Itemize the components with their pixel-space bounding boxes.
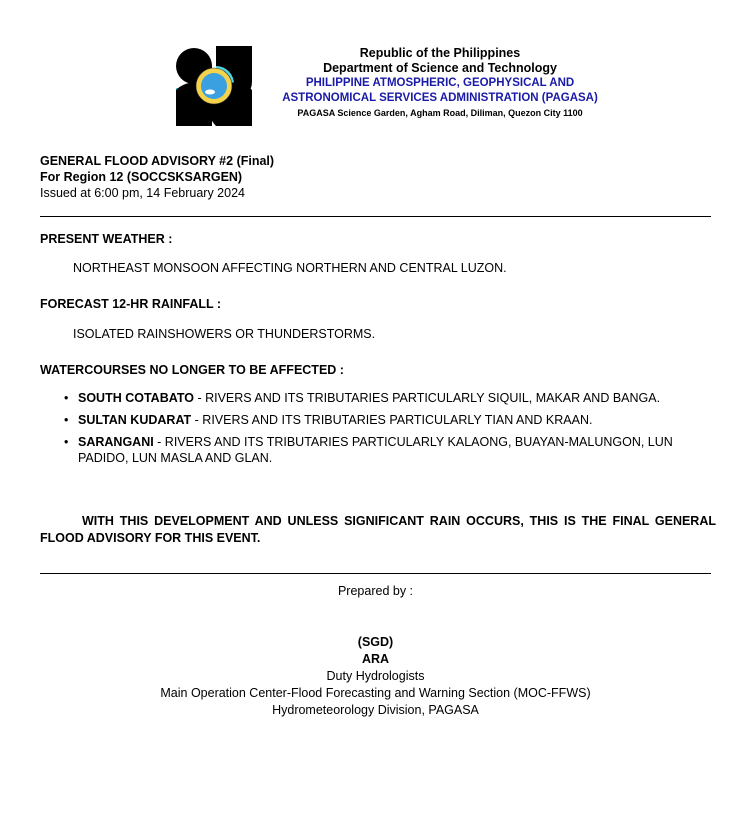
issued-time: Issued at 6:00 pm, 14 February 2024 — [40, 186, 245, 200]
watercourses-heading: WATERCOURSES NO LONGER TO BE AFFECTED : — [40, 363, 344, 377]
divider — [40, 216, 711, 217]
present-weather-heading: PRESENT WEATHER : — [40, 232, 173, 246]
advisory-region: For Region 12 (SOCCSKSARGEN) — [40, 170, 243, 184]
watercourse-list — [40, 390, 680, 472]
letterhead: Republic of the Philippines Department of Science and Technology PHILIPPINE ATMOSPHERIC, GEOPHYSICAL AND ASTRONOMICAL SERVICES ADMINISTRATION (PAGASA) PAGASA Science Garden, Agham Road, Diliman, Quezon City 1100 — [282, 46, 598, 118]
signatory-division: Hydrometeorology Division, PAGASA — [272, 703, 479, 717]
prepared-by: Prepared by : — [337, 584, 414, 598]
signed-mark: (SGD) — [357, 635, 394, 649]
list-item: • SOUTH COTABATO - RIVERS AND ITS TRIBUTARIES PARTICULARLY SIQUIL, MAKAR AND BANGA. — [40, 390, 680, 406]
list-item: • SULTAN KUDARAT - RIVERS AND ITS TRIBUTARIES PARTICULARLY TIAN AND KRAAN. — [40, 412, 680, 428]
divider — [40, 573, 711, 574]
present-weather-text: NORTHEAST MONSOON AFFECTING NORTHERN AND CENTRAL LUZON. — [73, 261, 507, 275]
advisory-title: GENERAL FLOOD ADVISORY #2 (Final) — [40, 154, 275, 168]
forecast-text: ISOLATED RAINSHOWERS OR THUNDERSTORMS. — [73, 327, 376, 341]
signatory-name: ARA — [361, 652, 390, 666]
signatory-section: Main Operation Center-Flood Forecasting and Warning Section (MOC-FFWS) — [160, 686, 591, 700]
forecast-heading: FORECAST 12-HR RAINFALL : — [40, 297, 222, 311]
pagasa-dost-logo — [176, 46, 252, 126]
final-note: WITH THIS DEVELOPMENT AND UNLESS SIGNIFICANT RAIN OCCURS, THIS IS THE FINAL GENERAL FLOOD ADVISORY FOR THIS EVENT. — [40, 514, 716, 545]
list-item: • SARANGANI - RIVERS AND ITS TRIBUTARIES PARTICULARLY KALAONG, BUAYAN-MALUNGON, LUN PADIDO, LUN MASLA AND GLAN. — [40, 434, 680, 466]
advisory-heading — [40, 153, 274, 201]
signatory-role: Duty Hydrologists — [326, 669, 425, 683]
